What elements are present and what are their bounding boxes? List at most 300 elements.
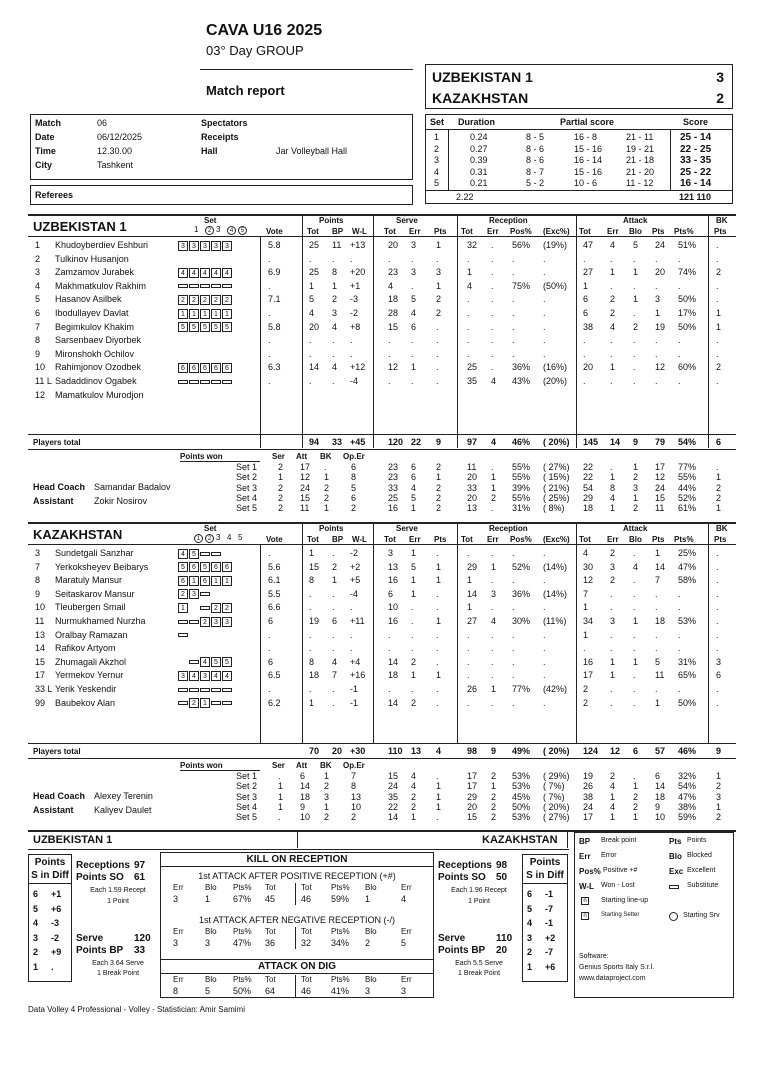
set-rerr: 2: [491, 791, 497, 802]
player-set-boxes: [178, 562, 233, 573]
player-rpos: .: [512, 629, 515, 640]
player-rerr: .: [491, 308, 494, 318]
pw-op-val: 7: [351, 771, 357, 781]
dig-title: ATTACK ON DIG: [258, 961, 336, 972]
away-each-recept: Each 1.96 Recept: [451, 887, 507, 894]
player-number: 99: [35, 697, 46, 708]
player-rpos: .: [512, 348, 515, 359]
total-pbp: 33: [332, 437, 343, 447]
legend-blo: Blo: [669, 852, 682, 861]
player-apts: .: [655, 602, 658, 613]
player-atot: 2: [583, 697, 589, 708]
rotation-diff: +6: [51, 903, 62, 914]
player-pbp: 6: [332, 616, 338, 626]
player-apct: .: [678, 684, 681, 694]
referees-label: Referees: [35, 190, 74, 200]
player-apts: 24: [655, 240, 666, 250]
player-serr: 5: [411, 294, 417, 305]
partial-16: 16 - 8: [574, 132, 598, 142]
pw-ser-val: .: [278, 771, 281, 781]
total-aerr: 12: [610, 746, 621, 756]
player-serr: 2: [411, 656, 417, 667]
player-atot: 47: [583, 240, 594, 250]
player-wl: +12: [350, 362, 366, 373]
substitute-icon: [178, 284, 188, 288]
player-set-boxes: [178, 657, 233, 668]
player-atot: .: [583, 335, 586, 346]
set-rexc: ( 27%): [543, 812, 570, 823]
player-spts: .: [436, 376, 439, 386]
col-tot: Tot: [307, 535, 319, 544]
lineup-box: 1: [222, 309, 232, 319]
player-number: 10: [35, 602, 46, 613]
player-apts: .: [655, 629, 658, 640]
set-rpos: 53%: [512, 771, 531, 781]
player-vote: .: [268, 684, 271, 694]
set-ablo: .: [633, 771, 636, 781]
set-rpos: 39%: [512, 482, 531, 493]
set-spts: 1: [436, 472, 442, 483]
away-each-serve: Each 5.5 Serve: [455, 960, 503, 967]
set-spts: 2: [436, 503, 442, 514]
player-apct: 50%: [678, 321, 697, 332]
player-stot: 4: [388, 280, 394, 291]
player-name: Zhumagali Akzhol: [55, 656, 127, 667]
player-apct: .: [678, 335, 681, 346]
kill-col-value: 3: [205, 938, 211, 948]
player-ptot: 8: [309, 575, 315, 586]
player-vote: 6.2: [268, 697, 281, 708]
col-tot: Tot: [579, 535, 591, 544]
player-rerr: .: [491, 335, 494, 346]
head-coach-label: Head Coach: [33, 791, 86, 801]
player-ablo: .: [633, 670, 636, 681]
player-serr: .: [411, 616, 414, 626]
lineup-box: 4: [178, 549, 188, 559]
player-name: Tulkinov Husanjon: [55, 253, 129, 264]
player-name: Oralbay Ramazan: [55, 629, 128, 640]
set-atot: 22: [583, 472, 594, 483]
player-rerr: 4: [491, 616, 497, 626]
player-ptot: 14: [309, 362, 320, 373]
player-bk: .: [716, 588, 719, 599]
set-apts: 14: [655, 781, 666, 792]
away-set-num: 2: [205, 533, 214, 543]
kill-col-head: Blo: [365, 927, 377, 936]
hall-name: Jar Volleyball Hall: [276, 146, 348, 156]
player-stot: 14: [388, 656, 399, 667]
substitute-icon: [200, 592, 210, 596]
substitute-icon: [222, 284, 232, 288]
partial-21: 21 - 18: [626, 155, 655, 165]
player-rexc: .: [543, 335, 546, 346]
set-apct: 44%: [678, 482, 697, 493]
player-atot: 27: [583, 267, 594, 278]
set-serr: 1: [411, 812, 417, 823]
set-stot: 24: [388, 781, 399, 792]
home-sets-won: 3: [716, 69, 724, 85]
player-vote: 6.3: [268, 362, 281, 373]
legend-lineup-text: Starting line-up: [601, 897, 649, 904]
set-aerr: 4: [610, 781, 616, 792]
player-ptot: 1: [309, 280, 315, 291]
lineup-box: 2: [178, 589, 188, 599]
partial-16: 15 - 16: [574, 143, 603, 154]
player-pbp: 2: [332, 294, 338, 305]
player-aerr: .: [610, 280, 613, 291]
lineup-box: 6: [211, 363, 221, 373]
player-aerr: 4: [610, 321, 616, 332]
set-serr: 4: [411, 781, 417, 792]
set-apct: 55%: [678, 472, 697, 483]
rotation-diff: -7: [545, 903, 554, 914]
player-name: Begimkulov Khakim: [55, 321, 135, 332]
player-ablo: .: [633, 697, 636, 708]
player-name: Sarsenbaev Diyorbek: [55, 335, 142, 346]
home-col-reception: Reception: [489, 216, 528, 225]
bottom-away-name: KAZAKHSTAN: [482, 834, 558, 846]
kill-col-head: Pts%: [233, 927, 252, 936]
pw-ser-val: 1: [278, 781, 284, 792]
rotation-number: 3: [527, 932, 533, 943]
player-rpos: .: [512, 643, 515, 654]
rotation-number: 2: [33, 947, 39, 957]
lineup-box: 6: [178, 363, 188, 373]
total-apts: 79: [655, 437, 666, 447]
player-rexc: (11%): [543, 616, 567, 626]
player-name: Tleubergen Smail: [55, 602, 126, 613]
lineup-box: 5: [189, 322, 199, 332]
player-apct: .: [678, 253, 681, 264]
assistant-coach: Zokir Nosirov: [94, 496, 148, 506]
match-number: 06: [97, 118, 108, 128]
software-label: Software:: [579, 953, 609, 960]
home-col-bk: BK: [716, 216, 728, 225]
total-pbp: 20: [332, 746, 343, 756]
lineup-box: 6: [200, 363, 210, 373]
rotation-number: 5: [527, 903, 533, 914]
spectators-label: Spectators: [201, 118, 248, 128]
set-rerr: 1: [491, 482, 497, 493]
kill-col-head: Err: [173, 883, 184, 892]
player-serr: 1: [411, 575, 417, 586]
player-bk: .: [716, 684, 719, 694]
player-rexc: .: [543, 308, 546, 318]
lineup-box: 4: [211, 268, 221, 278]
player-rpos: 77%: [512, 684, 531, 694]
player-name: Khudoyberdiev Eshburi: [55, 240, 149, 250]
set-bk: .: [716, 462, 719, 472]
player-vote: 5.8: [268, 240, 281, 250]
kill-col-head: Tot: [301, 975, 312, 984]
lineup-box: 2: [200, 295, 210, 305]
player-pbp: 1: [332, 575, 338, 586]
player-number: 3: [35, 267, 41, 278]
player-number: 4: [35, 280, 41, 291]
player-rpos: .: [512, 602, 515, 613]
player-aerr: 2: [610, 575, 616, 586]
set-apts: 9: [655, 801, 661, 812]
lineup-box: 1: [178, 603, 188, 613]
partial-8: 5 - 2: [526, 178, 545, 188]
player-number: 8: [35, 575, 41, 586]
player-rexc: (20%): [543, 376, 568, 386]
neg-title: 1st ATTACK AFTER NEGATIVE RECEPTION (-/): [198, 915, 396, 925]
player-apts: .: [655, 684, 658, 694]
set-label: Set 3: [236, 482, 258, 493]
kill-col-head: Tot: [301, 883, 312, 892]
total-serr: 13: [411, 746, 422, 756]
set-spts: 2: [436, 462, 442, 472]
player-set-boxes: [178, 267, 233, 278]
player-rtot: 4: [467, 280, 473, 291]
total-rpos: 49%: [512, 746, 531, 756]
player-rpos: .: [512, 548, 515, 558]
player-ablo: 1: [633, 656, 639, 667]
match-info: [30, 114, 413, 180]
player-apts: .: [655, 588, 658, 599]
home-set-num: 5: [238, 225, 247, 235]
rotation-diff: +6: [545, 961, 556, 972]
home-serve: 120: [134, 933, 151, 944]
set-rerr: 1: [491, 781, 497, 792]
player-rpos: 43%: [512, 376, 531, 386]
set-bk: 1: [716, 503, 722, 514]
legend-bp-text: Break point: [601, 837, 637, 844]
lineup-box: 3: [200, 671, 210, 681]
kill-col-value: 3: [173, 938, 179, 948]
set-rtot: 20: [467, 492, 478, 503]
pw-att-val: 6: [300, 771, 306, 781]
player-ablo: .: [633, 362, 636, 373]
player-pbp: 7: [332, 670, 338, 681]
substitute-icon: [189, 660, 199, 664]
away-one-point: 1 Point: [468, 898, 490, 905]
kill-col-head: Err: [401, 927, 412, 936]
total-rpos: 46%: [512, 437, 531, 447]
player-pbp: 4: [332, 321, 338, 332]
kill-col-value: 59%: [331, 894, 350, 904]
set-atot: 38: [583, 791, 594, 802]
kill-col-value: 5: [401, 938, 407, 948]
set-bk: 2: [716, 482, 722, 493]
player-rexc: .: [543, 670, 546, 681]
player-number: 7: [35, 561, 41, 572]
total-apct: 46%: [678, 746, 697, 756]
player-aerr: 1: [610, 362, 616, 373]
player-wl: .: [350, 253, 353, 264]
player-aerr: .: [610, 684, 613, 694]
pw-att-val: 17: [300, 462, 311, 472]
kill-col-value: 46: [301, 986, 312, 996]
set-label: Set 4: [236, 801, 258, 812]
set-rexc: ( 20%): [543, 801, 570, 812]
lineup-box: 4: [200, 268, 210, 278]
player-ptot: 20: [309, 321, 320, 332]
player-rerr: .: [491, 294, 494, 305]
total-atot: 145: [583, 437, 599, 447]
player-serr: .: [411, 253, 414, 264]
player-rtot: 26: [467, 684, 478, 694]
event-subtitle: 03° Day GROUP: [206, 43, 304, 58]
player-spts: 1: [436, 240, 442, 250]
player-bk: 3: [716, 656, 722, 667]
player-ablo: 4: [633, 561, 639, 572]
set-ablo: 1: [633, 462, 639, 472]
lineup-box: 4: [189, 268, 199, 278]
player-ablo: .: [633, 684, 636, 694]
home-sdiff-title: Points: [34, 857, 66, 868]
player-pbp: .: [332, 335, 335, 346]
set-spts: 1: [436, 791, 442, 802]
player-rtot: 25: [467, 362, 478, 373]
set-stot: 15: [388, 771, 399, 781]
kill-col-value: 41%: [331, 986, 350, 996]
pw-att-val: 10: [300, 812, 311, 823]
set-rerr: 2: [491, 801, 497, 812]
player-name: Mamatkulov Murodjon: [55, 389, 144, 400]
player-pbp: .: [332, 697, 335, 708]
legend-exc: Exc: [669, 867, 684, 876]
player-rexc: .: [543, 321, 546, 332]
home-break-point: 1 Break Point: [96, 970, 140, 977]
head-coach: Samandar Badalov: [94, 482, 171, 492]
set-apts: 10: [655, 812, 666, 823]
player-serr: 6: [411, 321, 417, 332]
player-atot: 1: [583, 629, 589, 640]
player-rerr: .: [491, 575, 494, 586]
kill-col-value: 45: [265, 894, 276, 904]
partial-21: 21 - 20: [626, 166, 655, 177]
set-ablo: 1: [633, 492, 639, 503]
kill-col-head: Err: [173, 927, 184, 936]
set-ablo: 2: [633, 791, 639, 802]
lineup-box: 2: [200, 617, 210, 627]
col-pos: Pos%: [510, 227, 532, 236]
kill-col-head: Err: [173, 975, 184, 984]
set-duration: 0.31: [470, 166, 488, 177]
player-atot: 30: [583, 561, 594, 572]
kill-col-head: Tot: [265, 975, 276, 984]
player-atot: 34: [583, 616, 594, 626]
total-rexc: ( 20%): [543, 746, 570, 756]
final-score-box: [425, 64, 733, 109]
away-set-num: 1: [194, 533, 203, 543]
set-duration: 0.39: [470, 155, 488, 165]
kill-col-value: 5: [205, 986, 211, 996]
player-ptot: 1: [309, 697, 315, 708]
player-ablo: 1: [633, 267, 639, 278]
set-duration: 0.27: [470, 143, 488, 154]
total-wl: +30: [350, 746, 366, 756]
rotation-number: 6: [33, 889, 39, 899]
player-bk: .: [716, 335, 719, 346]
pw-att-val: 15: [300, 492, 311, 503]
footer-credit: Data Volley 4 Professional - Volley - Statistician: Amir Samimi: [28, 1005, 245, 1014]
player-pbp: .: [332, 629, 335, 640]
player-name: Seitaskarov Mansur: [55, 588, 135, 599]
player-vote: 5.6: [268, 561, 281, 572]
player-wl: .: [350, 602, 353, 613]
player-number: 11 L: [35, 376, 52, 386]
players-total-label: Players total: [33, 438, 81, 447]
player-stot: 12: [388, 362, 399, 373]
player-spts: .: [436, 321, 439, 332]
player-set-boxes: [178, 294, 233, 305]
lineup-box: 4: [222, 268, 232, 278]
lineup-square-icon: n: [581, 897, 589, 905]
rotation-number: 2: [527, 947, 533, 957]
player-set-boxes: [178, 308, 233, 319]
player-set-boxes: [178, 589, 233, 600]
player-rerr: .: [491, 362, 494, 373]
col-tot: Tot: [461, 535, 473, 544]
event-title: CAVA U16 2025: [206, 22, 323, 39]
player-aerr: 2: [610, 294, 616, 305]
away-col-bk: BK: [716, 524, 728, 533]
player-wl: -2: [350, 308, 359, 318]
player-rpos: .: [512, 697, 515, 708]
substitute-icon: [189, 284, 199, 288]
player-apct: .: [678, 376, 681, 386]
home-set-num: 2: [205, 225, 214, 235]
set-ablo: 2: [633, 503, 639, 514]
player-rpos: .: [512, 308, 515, 318]
total-apts: 57: [655, 746, 666, 756]
player-number: 5: [35, 294, 41, 305]
lineup-box: 3: [189, 589, 199, 599]
player-ptot: 19: [309, 616, 320, 626]
player-apts: 1: [655, 308, 661, 318]
player-ablo: .: [633, 602, 636, 613]
player-spts: 3: [436, 267, 442, 278]
player-vote: 5.8: [268, 321, 281, 332]
player-rtot: .: [467, 643, 470, 654]
lineup-box: 5: [200, 322, 210, 332]
player-apct: 50%: [678, 697, 697, 708]
player-vote: 6.5: [268, 670, 281, 681]
away-receptions: 98: [496, 860, 508, 871]
player-spts: .: [436, 335, 439, 346]
bottom-home-name: UZBEKISTAN 1: [33, 834, 113, 846]
player-pbp: .: [332, 684, 335, 694]
player-rerr: .: [491, 348, 494, 359]
player-atot: 17: [583, 670, 594, 681]
rotation-number: 4: [33, 918, 39, 928]
player-ablo: .: [633, 548, 636, 558]
lineup-box: 6: [200, 576, 210, 586]
set-apct: 54%: [678, 781, 697, 792]
player-spts: .: [436, 643, 439, 654]
player-rtot: .: [467, 321, 470, 332]
player-stot: 16: [388, 575, 399, 586]
player-rerr: .: [491, 643, 494, 654]
player-name: Ibodullayev Davlat: [55, 308, 129, 318]
player-wl: .: [350, 335, 353, 346]
total-duration: 2.22: [456, 192, 474, 202]
set-rpos: 50%: [512, 801, 531, 812]
set-rexc: ( 21%): [543, 482, 570, 493]
substitute-icon: [178, 688, 188, 692]
player-bk: 1: [716, 308, 722, 318]
assistant-coach: Kaliyev Daulet: [94, 805, 152, 815]
match-label: Match: [35, 118, 62, 128]
total-wl: +45: [350, 437, 366, 447]
player-wl: -1: [350, 697, 359, 708]
player-rpos: .: [512, 670, 515, 681]
lineup-box: 6: [178, 576, 188, 586]
player-rtot: 14: [467, 588, 478, 599]
